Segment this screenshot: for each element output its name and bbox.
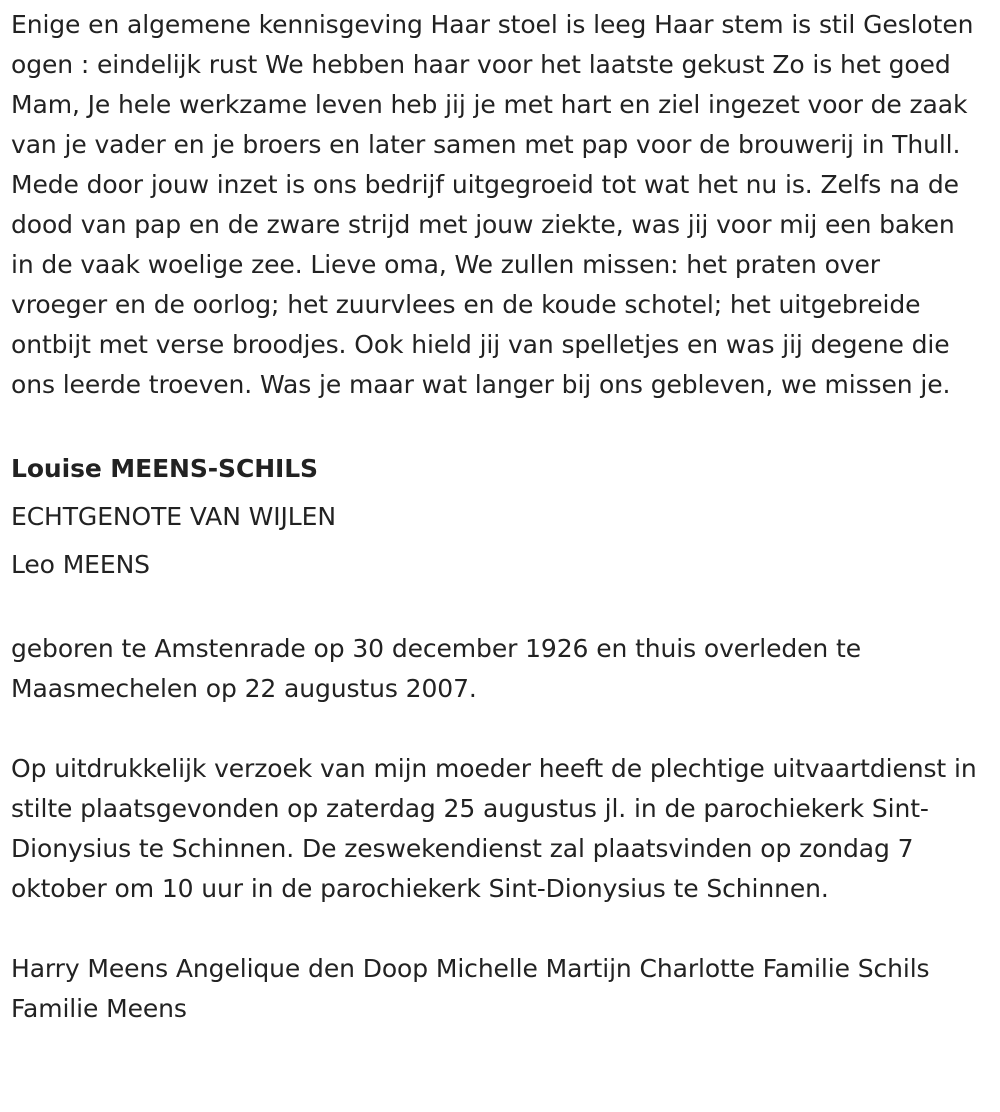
spouse-title: ECHTGENOTE VAN WIJLEN — [11, 502, 336, 531]
intro-paragraph: Enige en algemene kennisgeving Haar stoel is leeg Haar stem is stil Gesloten ogen : eindelijk rust We hebben haar voor het laatste gekust Zo is het goed Mam, Je hele werkzame leven heb jij je met hart en ziel ingezet voor de zaak van je vader en je broers en later samen met pap voor de brouwerij in Thull. Mede door jouw inzet is ons bedrijf uitgegroeid tot wat het nu is. Zelfs na de dood van pap en de zware strijd met jouw ziekte, was jij voor mij een baken in de vaak woelige zee. Lieve oma, We zullen missen: het praten over vroeger en de oorlog; het zuurvlees en de koude schotel; het uitgebreide ontbijt met verse broodjes. Ook hield jij van spelletjes en was jij degene die ons leerde troeven. Was je maar wat langer bij ons gebleven, we missen je. — [11, 10, 974, 399]
spacer — [11, 709, 982, 749]
signatories-paragraph: Harry Meens Angelique den Doop Michelle Martijn Charlotte Familie Schils Familie Meens — [11, 954, 930, 1023]
spacer — [11, 909, 982, 949]
spacer — [11, 405, 982, 445]
spacer — [11, 589, 982, 629]
service-paragraph: Op uitdrukkelijk verzoek van mijn moeder heeft de plechtige uitvaartdienst in stilte plaatsgevonden op zaterdag 25 augustus jl. in de parochiekerk Sint-Dionysius te Schinnen. De zeswekendienst zal plaatsvinden op zondag 7 oktober om 10 uur in de parochiekerk Sint-Dionysius te Schinnen. — [11, 754, 977, 903]
birth-death-paragraph: geboren te Amstenrade op 30 december 1926 en thuis overleden te Maasmechelen op 22 augustus 2007. — [11, 634, 861, 703]
deceased-name: Louise MEENS-SCHILS — [11, 454, 318, 483]
spouse-name: Leo MEENS — [11, 550, 150, 579]
